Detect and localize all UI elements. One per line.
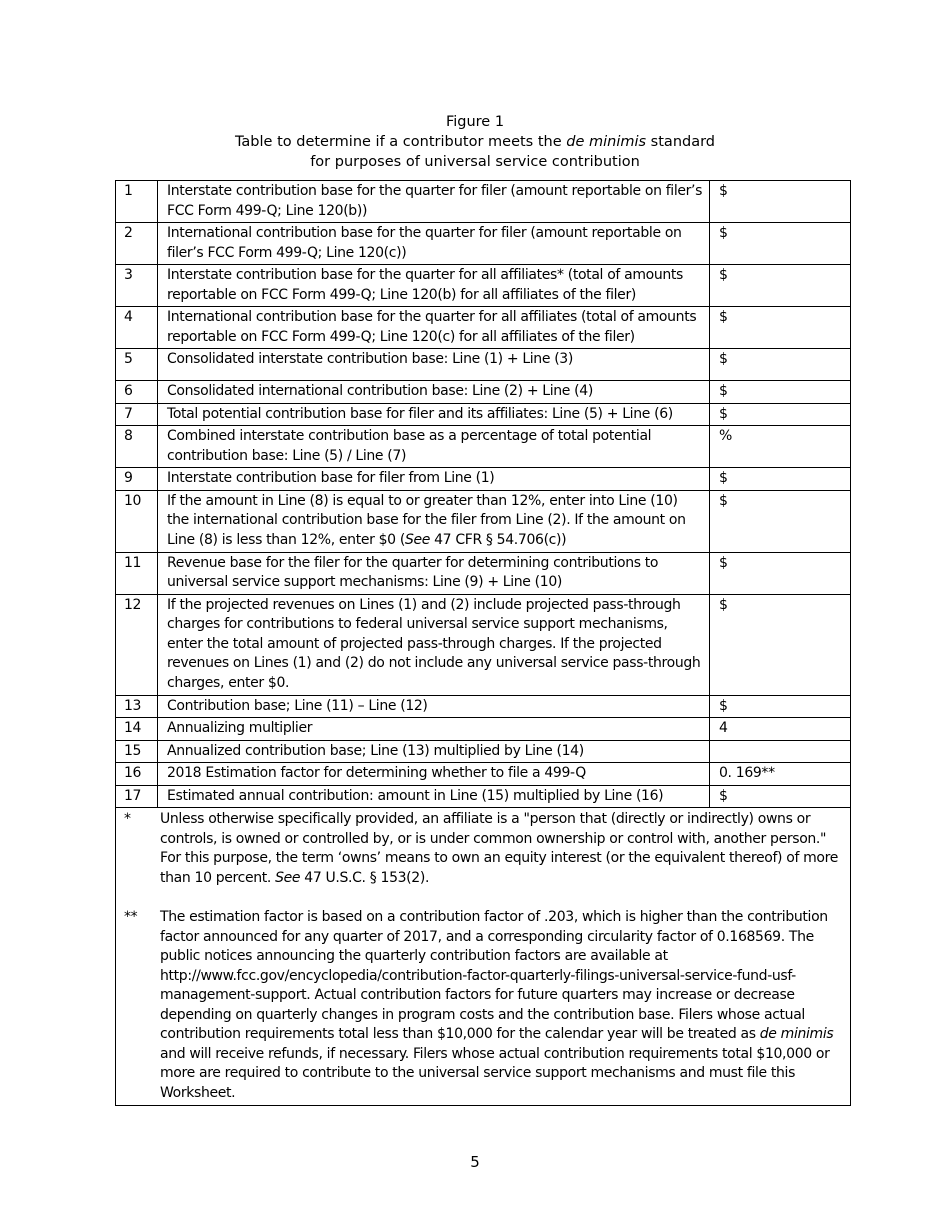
table-row [116,468,851,491]
table-row [116,785,851,808]
table-row [116,763,851,786]
line-description: Interstate contribution base for the quarter for filer (amount reportable on filer’s FCC Form 499-Q; Line 120(b)) [158,181,710,223]
line-value: $ [710,490,851,552]
table-row [116,426,851,468]
page-number: 5 [470,1153,480,1171]
line-description: Interstate contribution base for filer from Line (1) [158,468,710,491]
line-value: $ [710,468,851,491]
line-value: $ [710,594,851,695]
line-number: 11 [116,552,158,594]
line-description: If the projected revenues on Lines (1) and (2) include projected pass-through charges for contributions to federal universal service support mechanisms, enter the total amount of projected pass-through charges. If the projected revenues on Lines (1) and (2) do not include any universal service pass-through charges, enter $0. [158,594,710,695]
footnotes-row [116,808,851,1106]
line-description: Interstate contribution base for the quarter for all affiliates* (total of amounts reportable on FCC Form 499-Q; Line 120(b) for all affiliates of the filer) [158,265,710,307]
line-value: $ [710,307,851,349]
line-description: Annualizing multiplier [158,718,710,741]
line-description: International contribution base for the quarter for filer (amount reportable on filer’s FCC Form 499-Q; Line 120(c)) [158,223,710,265]
table-row [116,718,851,741]
figure-title: Figure 1 [445,114,505,130]
line-description: 2018 Estimation factor for determining whether to file a 499-Q [158,763,710,786]
line-description: Consolidated interstate contribution base: Line (1) + Line (3) [158,349,710,381]
figure-subtitle: Table to determine if a contributor meets the de minimis standard [234,134,716,150]
line-value: $ [710,181,851,223]
line-value: $ [710,552,851,594]
line-number: 15 [116,740,158,763]
table-row [116,695,851,718]
line-description: If the amount in Line (8) is equal to or greater than 12%, enter into Line (10) the international contribution base for the filer from Line (2). If the amount on Line (8) is less than 12%, enter $0 (See 47 CFR § 54.706(c)) [158,490,710,552]
line-description: Combined interstate contribution base as a percentage of total potential contribution base: Line (5) / Line (7) [158,426,710,468]
line-number: 7 [116,403,158,426]
line-number: 17 [116,785,158,808]
table-row [116,403,851,426]
table-row [116,181,851,223]
line-number: 16 [116,763,158,786]
line-description: Estimated annual contribution: amount in Line (15) multiplied by Line (16) [158,785,710,808]
line-number: 1 [116,181,158,223]
line-value [710,740,851,763]
line-number: 5 [116,349,158,381]
line-number: 13 [116,695,158,718]
line-number: 9 [116,468,158,491]
line-value: 4 [710,718,851,741]
deminimis-worksheet-table [115,180,851,1106]
line-number: 12 [116,594,158,695]
table-row [116,594,851,695]
table-row [116,349,851,381]
footnote-mark: ** [124,909,138,925]
footnote-text: Unless otherwise specifically provided, an affiliate is a "person that (directly or indirectly) owns or controls, is owned or controlled by, or is under common ownership or control with, another person." For this purpose, the term ‘owns’ means to own an equity interest (or the equivalent thereof) of more than 10 percent. See 47 U.S.C. § 153(2). [160,811,839,886]
line-number: 2 [116,223,158,265]
line-number: 14 [116,718,158,741]
table-row [116,223,851,265]
line-value: % [710,426,851,468]
line-value: $ [710,265,851,307]
line-number: 8 [116,426,158,468]
line-description: Annualized contribution base; Line (13) multiplied by Line (14) [158,740,710,763]
line-value: $ [710,381,851,404]
footnote-text: The estimation factor is based on a contribution factor of .203, which is higher than the contribution factor announced for any quarter of 2017, and a corresponding circularity factor of 0.168569. The public notices announcing the quarterly contribution factors are available at http://www.fcc.gov/encyclopedia/contribution-factor-quarterly-filings-universal-service-fund-usf-management-support. Actual contribution factors for future quarters may increase or decrease depending on quarterly changes in program costs and the contribution base. Filers whose actual contribution requirements total less than $10,000 for the calendar year will be treated as de minimis and will receive refunds, if necessary. Filers whose actual contribution requirements total $10,000 or more are required to contribute to the universal service support mechanisms and must file this Worksheet. [160,909,834,1101]
line-description: Consolidated international contribution base: Line (2) + Line (4) [158,381,710,404]
line-value: $ [710,785,851,808]
line-number: 6 [116,381,158,404]
footnotes-cell [116,808,851,1106]
table-row [116,265,851,307]
line-value: $ [710,403,851,426]
figure-subtitle-line2: for purposes of universal service contribution [310,154,640,170]
table-row [116,381,851,404]
line-value: $ [710,349,851,381]
line-description: International contribution base for the quarter for all affiliates (total of amounts reportable on FCC Form 499-Q; Line 120(c) for all affiliates of the filer) [158,307,710,349]
line-description: Total potential contribution base for filer and its affiliates: Line (5) + Line (6) [158,403,710,426]
line-number: 4 [116,307,158,349]
line-number: 10 [116,490,158,552]
figure-caption [0,112,950,172]
footnote-estimation-factor [122,908,840,1103]
table-row [116,307,851,349]
line-description: Revenue base for the filer for the quarter for determining contributions to universal service support mechanisms: Line (9) + Line (10) [158,552,710,594]
footnote-affiliate [122,810,840,888]
line-value: $ [710,223,851,265]
line-description: Contribution base; Line (11) – Line (12) [158,695,710,718]
footnote-mark: * [124,811,131,827]
line-value: $ [710,695,851,718]
table-row [116,740,851,763]
table-row [116,490,851,552]
table-row [116,552,851,594]
line-number: 3 [116,265,158,307]
line-value: 0. 169** [710,763,851,786]
